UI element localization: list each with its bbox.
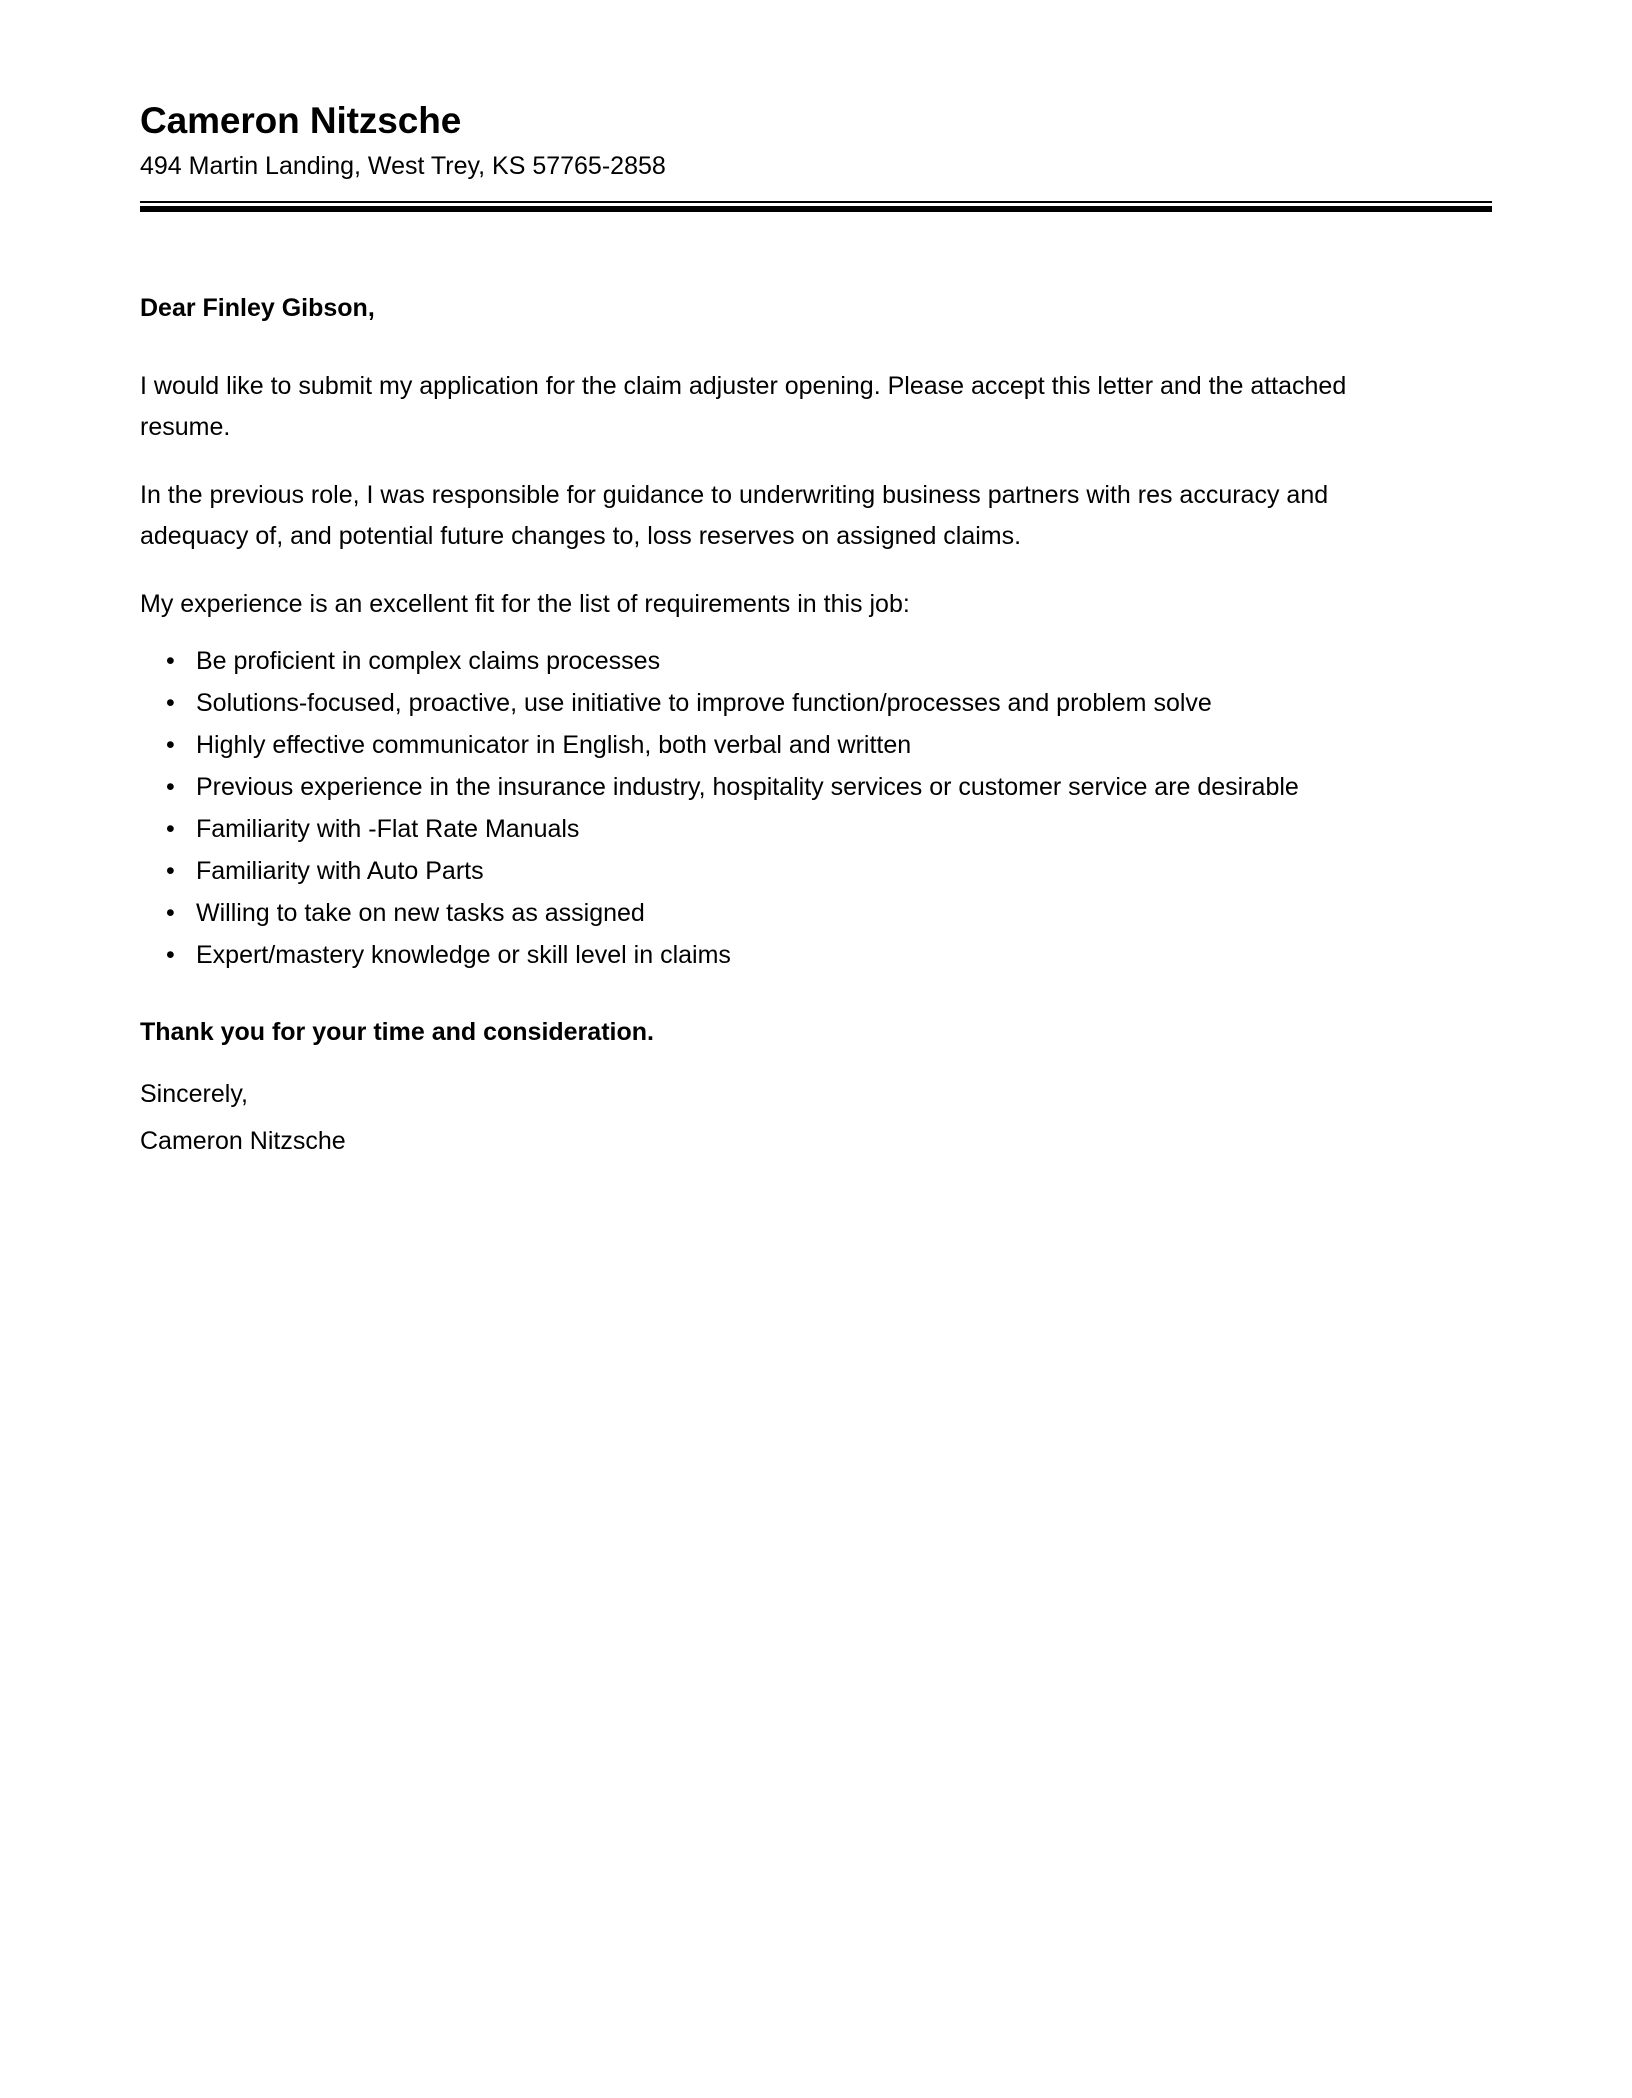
letter-body: [140, 292, 1492, 1153]
bullet-icon: •: [166, 814, 175, 843]
closing-line: Thank you for your time and consideration.: [140, 1017, 654, 1046]
list-item-label: Willing to take on new tasks as assigned: [196, 898, 645, 927]
header-divider-thick-rule: [140, 206, 1492, 212]
letter-content: [140, 0, 1492, 1154]
bullet-icon: •: [166, 688, 175, 717]
list-item: [140, 772, 1492, 801]
list-item-label: Familiarity with -Flat Rate Manuals: [196, 814, 580, 843]
requirements-list: [140, 646, 1492, 969]
list-item: [140, 814, 1492, 843]
bullet-icon: •: [166, 730, 175, 759]
list-item-label: Solutions-focused, proactive, use initiative to improve function/processes and problem solve: [196, 688, 1212, 717]
bullet-icon: •: [166, 940, 175, 969]
signoff: Sincerely,: [140, 1079, 248, 1108]
list-item: [140, 730, 1492, 759]
list-item-label: Expert/mastery knowledge or skill level in claims: [196, 940, 731, 969]
bullet-icon: •: [166, 772, 175, 801]
sender-name: Cameron Nitzsche: [140, 100, 462, 141]
list-item: [140, 940, 1492, 969]
bullet-icon: •: [166, 646, 175, 675]
sender-address: 494 Martin Landing, West Trey, KS 57765-2858: [140, 152, 666, 181]
list-item-label: Previous experience in the insurance industry, hospitality services or customer service are desirable: [196, 772, 1299, 801]
list-item: [140, 856, 1492, 885]
list-item-label: Be proficient in complex claims processes: [196, 646, 661, 675]
signature-name: Cameron Nitzsche: [140, 1126, 346, 1155]
body-paragraph-1: I would like to submit my application for the claim adjuster opening. Please accept this letter and the attached resume.: [140, 372, 1347, 441]
body-paragraph-2: In the previous role, I was responsible for guidance to underwriting business partners with res accuracy and adequacy of, and potential future changes to, loss reserves on assigned claims.: [140, 481, 1329, 550]
list-item: [140, 688, 1492, 717]
header-divider: [140, 201, 1492, 212]
list-item: [140, 646, 1492, 675]
letterhead: [140, 0, 1492, 212]
salutation: Dear Finley Gibson,: [140, 294, 375, 323]
bullet-icon: •: [166, 856, 175, 885]
bullet-icon: •: [166, 898, 175, 927]
list-item-label: Highly effective communicator in English, both verbal and written: [196, 730, 912, 759]
list-item: [140, 898, 1492, 927]
requirements-intro: My experience is an excellent fit for the list of requirements in this job:: [140, 590, 910, 619]
list-item-label: Familiarity with Auto Parts: [196, 856, 484, 885]
